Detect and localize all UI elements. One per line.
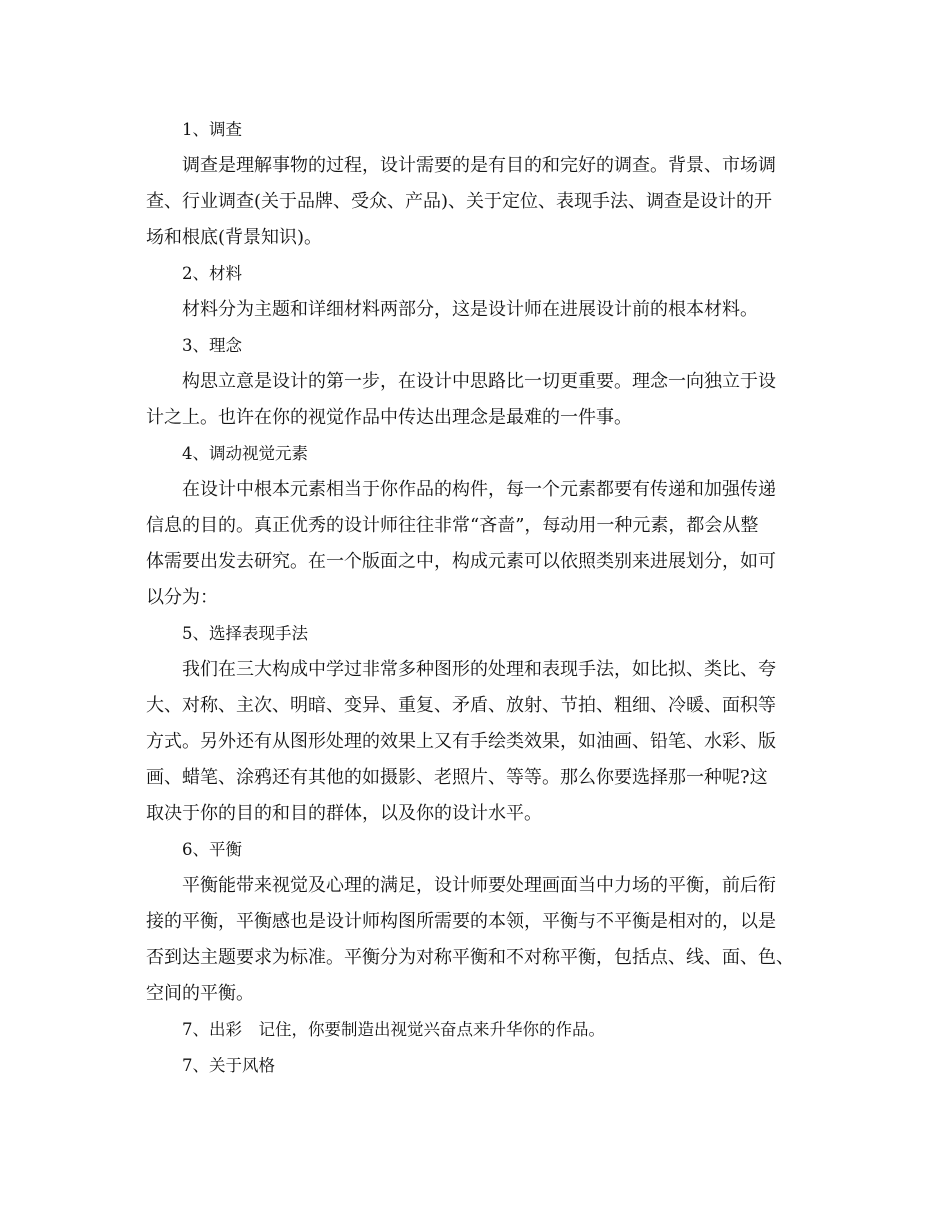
paragraph-line: 空间的平衡。 (146, 983, 254, 1004)
section-paragraph (146, 148, 806, 256)
section-heading: 2、材料 (182, 264, 242, 283)
paragraph-line: 平衡能带来视觉及心理的满足，设计师要处理画面当中力场的平衡，前后衔 (182, 875, 776, 896)
paragraph-line: 方式。另外还有从图形处理的效果上又有手绘类效果，如油画、铅笔、水彩、版 (146, 731, 776, 752)
paragraph-line: 构思立意是设计的第一步，在设计中思路比一切更重要。理念一向独立于设 (182, 371, 776, 392)
paragraph-line: 画、蜡笔、涂鸦还有其他的如摄影、老照片、等等。那么你要选择那一种呢?这 (146, 767, 768, 788)
paragraph-line: 否到达主题要求为标准。平衡分为对称平衡和不对称平衡，包括点、线、面、色、 (146, 947, 794, 968)
paragraph-line: 调查是理解事物的过程，设计需要的是有目的和完好的调查。背景、市场调 (182, 155, 776, 176)
document-body (146, 112, 806, 1084)
section-heading: 7、关于风格 (182, 1056, 275, 1075)
section-heading: 1、调查 (182, 120, 242, 139)
section-paragraph (146, 364, 806, 436)
section-paragraph (146, 652, 806, 832)
section-heading: 3、理念 (182, 336, 242, 355)
paragraph-line: 我们在三大构成中学过非常多种图形的处理和表现手法，如比拟、类比、夸 (182, 659, 776, 680)
paragraph-line: 查、行业调查(关于品牌、受众、产品)、关于定位、表现手法、调查是设计的开 (146, 191, 773, 212)
paragraph-line: 在设计中根本元素相当于你作品的构件，每一个元素都要有传递和加强传递 (182, 479, 776, 500)
section-heading: 6、平衡 (182, 840, 242, 859)
section-paragraph (146, 292, 806, 328)
paragraph-line: 体需要出发去研究。在一个版面之中，构成元素可以依照类别来进展划分，如可 (146, 551, 776, 572)
section-paragraph (146, 868, 806, 1012)
section-heading: 5、选择表现手法 (182, 624, 308, 643)
paragraph-line: 材料分为主题和详细材料两部分，这是设计师在进展设计前的根本材料。 (182, 299, 758, 320)
paragraph-line: 场和根底(背景知识)。 (146, 227, 323, 248)
section-heading: 7、出彩 记住，你要制造出视觉兴奋点来升华你的作品。 (182, 1020, 605, 1039)
paragraph-line: 信息的目的。真正优秀的设计师往往非常“吝啬”，每动用一种元素，都会从整 (146, 515, 759, 536)
paragraph-line: 取决于你的目的和目的群体，以及你的设计水平。 (146, 803, 542, 824)
section-heading: 4、调动视觉元素 (182, 444, 308, 463)
section-paragraph (146, 472, 806, 616)
paragraph-line: 计之上。也许在你的视觉作品中传达出理念是最难的一件事。 (146, 407, 632, 428)
paragraph-line: 接的平衡，平衡感也是设计师构图所需要的本领，平衡与不平衡是相对的，以是 (146, 911, 776, 932)
paragraph-line: 以分为： (146, 587, 218, 608)
paragraph-line: 大、对称、主次、明暗、变异、重复、矛盾、放射、节拍、粗细、冷暖、面积等 (146, 695, 776, 716)
